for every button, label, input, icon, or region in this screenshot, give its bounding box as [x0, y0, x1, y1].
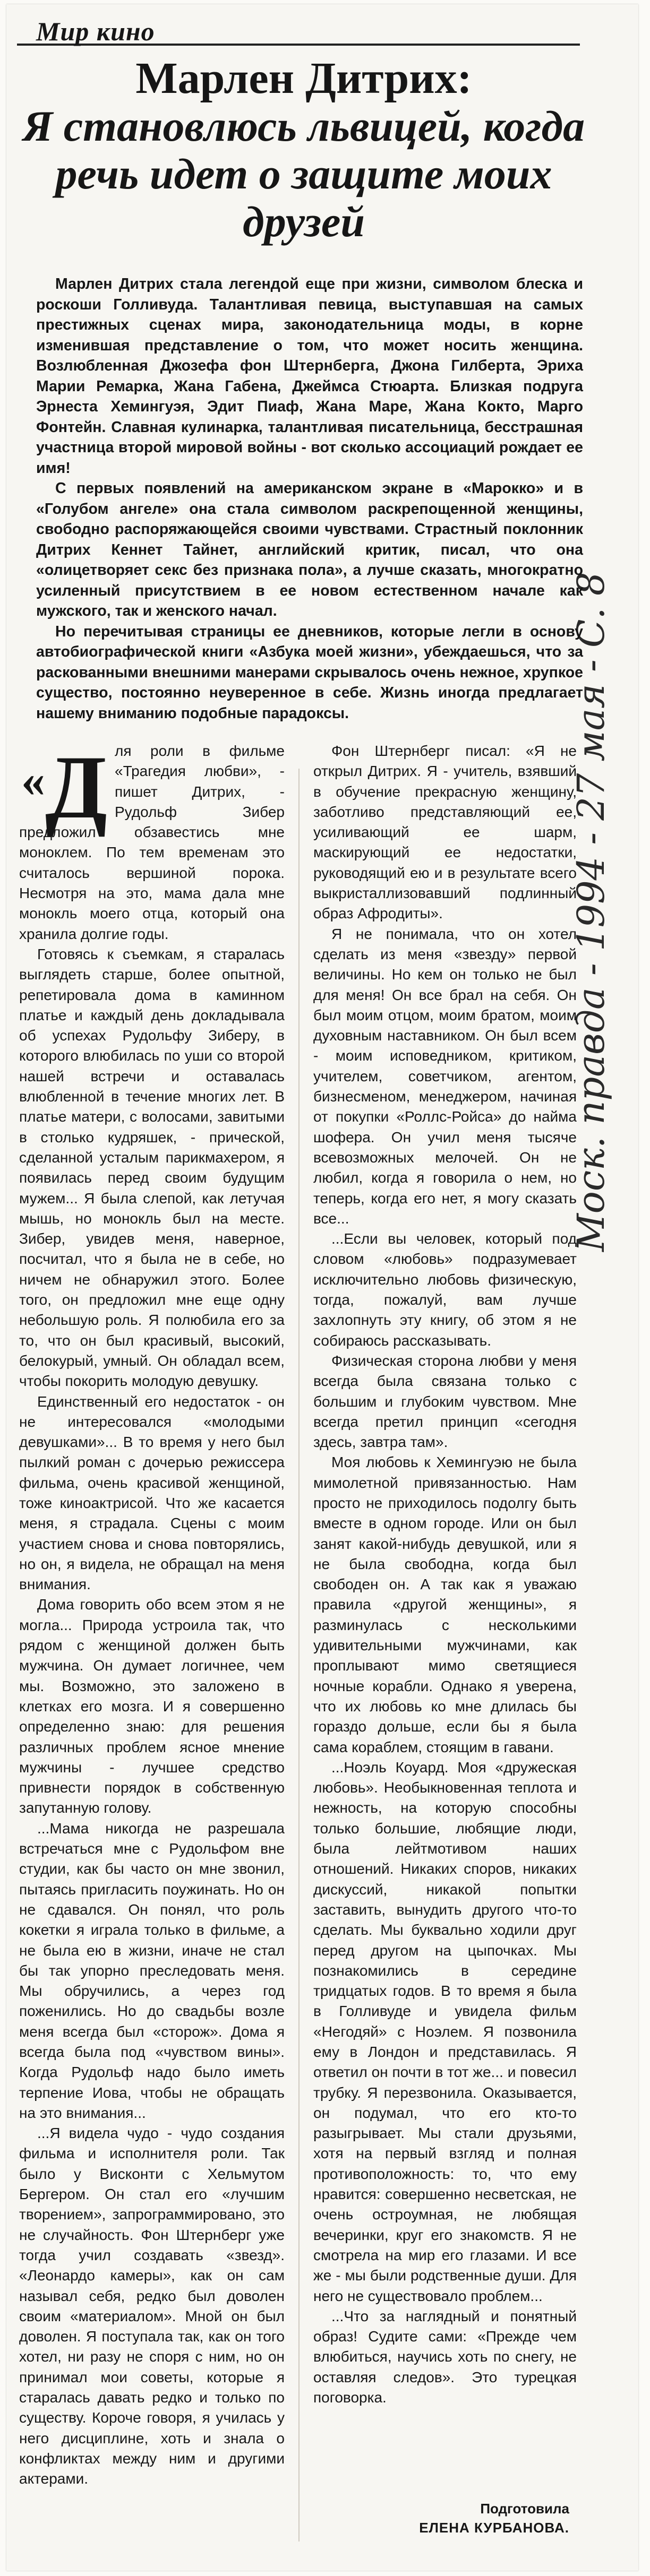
- headline-line-2: Я становлюсь львицей, когда речь идет о защите моих друзей: [22, 102, 585, 246]
- body-paragraph: Единственный его недостаток - он не интересовался «молодыми девушками»... В то время у него был пылкий роман с дочерью режиссера фильма, очень красивой женщиной, тоже кинoактрисой. Что же касается меня, я страдала. Сцены с моим участием снова и снова повторялись, но он, я видела, не обращал на меня внимания.: [19, 1393, 285, 1593]
- headline-line-1: Марлен Дитрих:: [135, 54, 472, 103]
- credit-label: Подготовила: [480, 2501, 569, 2517]
- body-paragraph: ля роли в фильме «Трагедия любви», - пишет Дитрих, - Рудольф Зибер предложил обзавестись мне моноклем. По тем временам это считалось вершиной порока. Несмотря на это, мама дала мне монокль моего отца, который она хранила долгие годы.: [19, 743, 285, 942]
- body-paragraph: ...Я видела чудо - чудо создания фильма и исполнителя роли. Так было у Висконти с Хельмутом Бергером. Он стал его «лучшим творением», запрограммировано, это не случайность. Фон Штернберг уже тогда учил создавать «звезд». «Леонардо камеры», как он сам называл себя, редко был доволен своим «материалом». Мной он был доволен. Я поступала так, как он того хотел, ни разу не споря с ним, но он принимал мои советы, которые я старалась давать редко и только по существу. Короче говоря, я училась у него дисциплине, хоть и знала о конфликтах между ним и другими актерами.: [19, 2125, 285, 2487]
- section-title: Мир кино: [36, 16, 155, 46]
- column-divider: [298, 769, 300, 2541]
- body-paragraph: ...Что за наглядный и понятный образ! Судите сами: «Прежде чем влюбиться, научись хоть по снегу, не оставляя следов». Это турецкая поговорка.: [313, 2307, 577, 2406]
- headline: [22, 55, 585, 246]
- body-paragraph: ...Если вы человек, который под словом «любовь» подразумевает исключительно любовь физическую, тогда, пожалуй, вам лучше захлопнуть эту книгу, об этом я не собираюсь рассказывать.: [313, 1230, 577, 1349]
- body-paragraph: Я не понимала, что он хотел сделать из меня «звезду» первой величины. Но кем он только не был для меня! Он все брал на себя. Он был моим отцом, моим братом, моим духовным наставником. Он был всем - моим исповедником, критиком, учителем, советчиком, агентом, бизнесменом, менеджером, начиная от покупки «Роллс-Ройса» до найма шофера. Он учил меня тысяче всевозможных мелочей. Он не любил, когда я говорила о нем, но теперь, когда его нет, я могу сказать все...: [313, 925, 577, 1227]
- drop-cap: «Д: [21, 737, 107, 837]
- body-paragraph: Дома говорить обо всем этом я не могла... Природа устроила так, что рядом с женщиной должен быть мужчина. Он думает логичнее, чем мы. Возможно, это заложено в клетках его мозга. И я совершенно определенно знаю: для решения различных проблем ясное мнение мужчины - лучшее средство привнести порядок в собственную запутанную голову.: [19, 1596, 285, 1816]
- body-paragraph: ...Мама никогда не разрешала встречаться мне с Рудольфом вне студии, как бы часто он мне звонил, пытаясь пригласить поужинать. Но он не сдавался. Он понял, что роль кокетки я играла только в фильме, а не была ею в жизни, иначе не стал бы так упорно преследовать меня. Мы обручились, а через год поженились. Но до свадьбы возле меня всегда был «сторож». Дома я всегда была под «чувством вины». Когда Рудольф надо было иметь терпение Иова, чтобы не обращать на это внимания...: [19, 1820, 285, 2121]
- newspaper-clipping: [6, 4, 638, 2571]
- body-paragraph: Моя любовь к Хемингуэю не была мимолетной привязанностью. Нам просто не приходилось подолгу быть вместе в одном городе. Или он был занят какой-нибудь девушкой, или я не была свободна, когда был свободен он. А так как я уважаю правила «другой женщины», я разминулась с несколькими удивительными мужчинами, как проплывают мимо светящиеся ночные корабли. Однако я уверена, что их любовь ко мне длилась бы гораздо дольше, если бы я была сама кораблем, стоящим в гавани.: [313, 1454, 577, 1755]
- lead-paragraph: Но перечитывая страницы ее дневников, которые легли в основу автобиографической книги «Азбука моей жизни», убеждаешься, что за раскованными внешними манерами скрывалось очень нежное, хрупкое существо, постоянно неуверенное в себе. Жизнь иногда предлагает нашему вниманию подобные парадоксы.: [36, 623, 583, 722]
- handwritten-note: Моск. правда - 1994 - 27 мая - С. 8: [569, 572, 613, 1252]
- lead-paragraph: Марлен Дитрих стала легендой еще при жизни, символом блеска и роскоши Голливуда. Талантливая певица, выступавшая на самых престижных сценах мира, законодательница моды, в корне изменившая представление о том, что может носить женщина. Возлюбленная Джозефа фон Штернберга, Джона Гилберта, Эриха Марии Ремарка, Жана Габена, Джеймса Стюарта. Близкая подруга Эрнеста Хемингуэя, Эдит Пиаф, Жана Маре, Жана Кокто, Марго Фонтейн. Славная кулинарка, талантливая писательница, бесстрашная участница второй мировой войны - вот сколько ассоциаций рождает ее имя!: [36, 275, 583, 477]
- article-lead: [36, 274, 583, 723]
- section-header: [17, 13, 580, 46]
- body-paragraph: ...Ноэль Коуард. Моя «дружеская любовь». Необыкновенная теплота и нежность, на которую способны только большие, любящие люди, была лейтмотивом наших отношений. Никаких споров, никаких дискуссий, никакой попытки заставить, вынудить другого что-то сделать. Мы буквально ходили друг перед другом на цыпочках. Мы познакомились в середине тридцатых годов. В то время я была в Голливуде и увидела фильм «Негодяй» с Ноэлем. Я позвонила ему в Лондон и представилась. Я ответил он почти в тот же... и повесил трубку. Я перезвонила. Оказывается, он подумал, что его кто-то разыгрывает. Мы стали друзьями, хотя на первый взгляд и полная противоположность: то, что ему нравится: совершенно несветская, не очень остроумная, не любящая вечеринки, круг его знакомств. Я не смотрела на мир его глазами. И все же - мы были родственные души. Для него не существовало проблем...: [313, 1759, 577, 2304]
- article-column-right: [313, 741, 577, 2408]
- body-paragraph: Готовясь к съемкам, я старалась выглядеть старше, более опытной, репетировала дома в каминном платье и каждый день докладывала об успехах Рудольфу Зиберу, в которого влюбилась по уши со второй нашей встречи и оставалась влюбленной в течение многих лет. В платье матери, с волосами, завитыми в столько кудряшек, - прической, сделанной усталым парикмахером, я появилась перед своим будущим мужем... Я была слепой, как летучая мышь, но монокль был на месте. Зибер, увидев меня, наверное, посчитал, что я была не в себе, но ничем не обнаружил этого. Более того, он предложил мне еще одну небольшую роль. Я полюбила его за то, что он был красивый, высокий, белокурый, умный. Он обладал всем, чтобы покорить молодую девушку.: [19, 945, 285, 1390]
- author-credit: [346, 2499, 569, 2537]
- body-paragraph: Физическая сторона любви у меня всегда была связана только с большим и глубоким чувством. Мне всегда претил принцип «сегодня здесь, завтра там».: [313, 1352, 577, 1451]
- body-paragraph: Фон Штернберг писал: «Я не открыл Дитрих. Я - учитель, взявший в обучение прекрасную женщину, заботливо представляющий ее, усиливающий ее шарм, маскирующий ее недостатки, руководящий ею и в результате всего выкристаллизовавший подлинный образ Афродиты».: [313, 743, 577, 922]
- credit-name: ЕЛЕНА КУРБАНОВА.: [419, 2520, 569, 2536]
- article-column-left: [19, 737, 285, 2489]
- lead-paragraph: С первых появлений на американском экране в «Марокко» и в «Голубом ангеле» она стала символом раскрепощенной женщины, свободно распоряжающейся своими чувствами. Страстный поклонник Дитрих Кеннет Тайнет, английский критик, писал, что она «олицетворяет секс без признака пола», а лучше сказать, многократно усиленный присутствием в ее новом естественном начале как мужского, так и женского начал.: [36, 480, 583, 619]
